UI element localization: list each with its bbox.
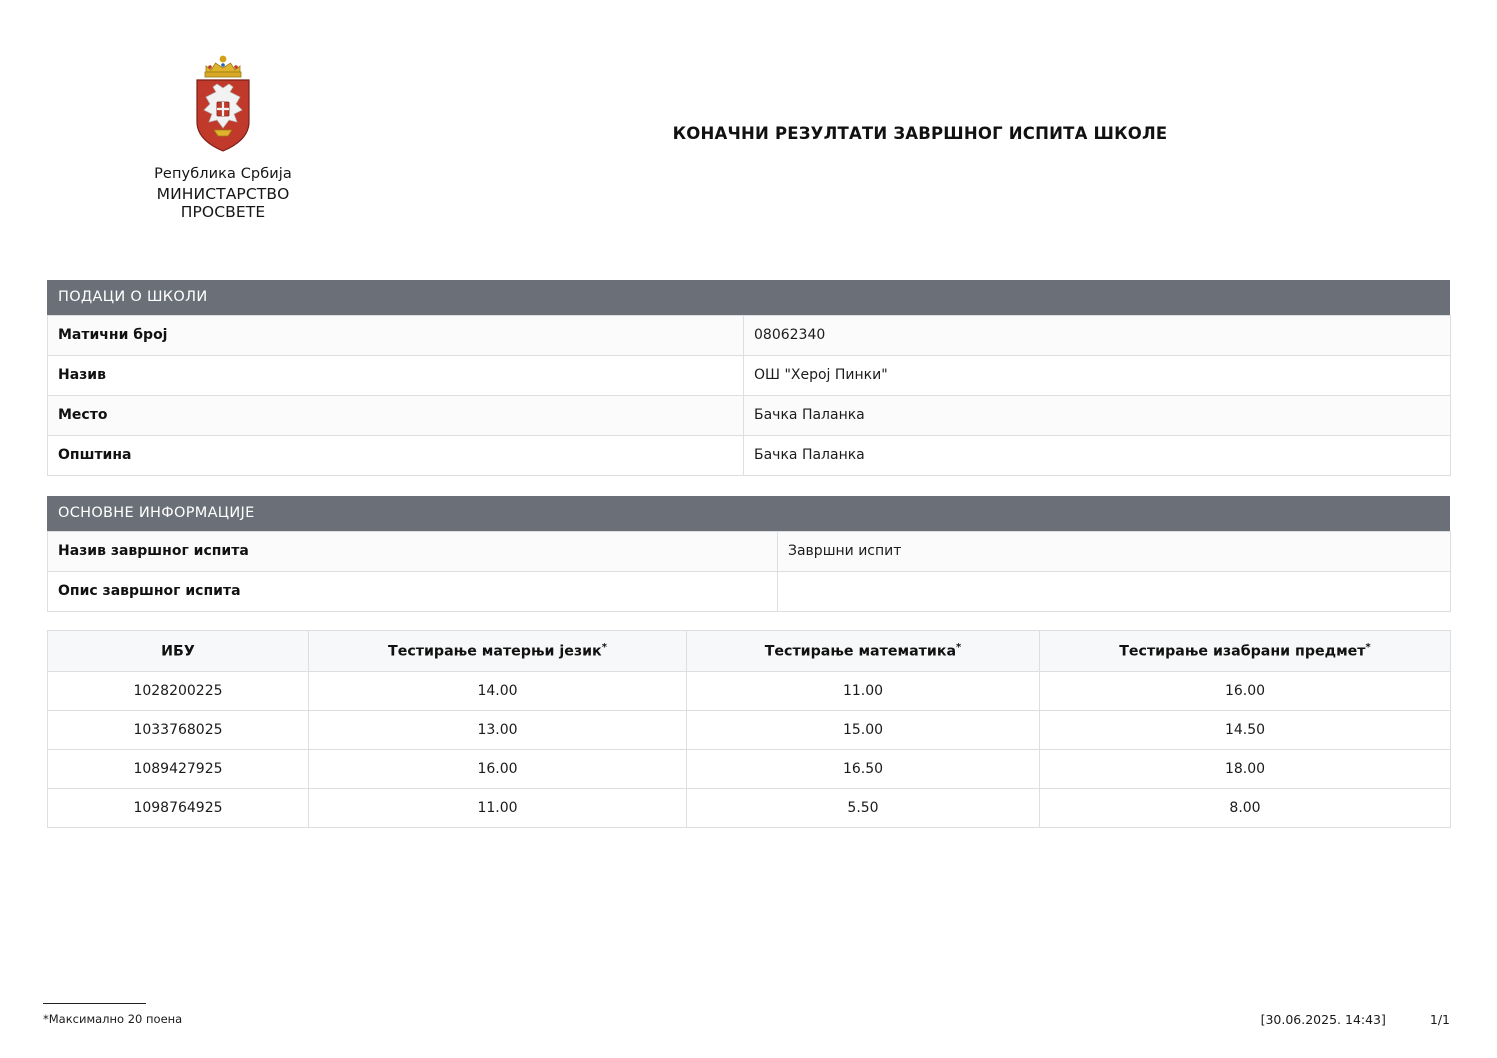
school-band-row xyxy=(48,281,1450,315)
footer-timestamp: [30.06.2025. 14:43] xyxy=(1260,1012,1386,1027)
table-row xyxy=(48,710,1451,749)
cell-elective: 8.00 xyxy=(1040,788,1451,827)
basic-info-band-table xyxy=(47,496,1450,531)
column-header-mother-tongue: Тестирање матерњи језик* xyxy=(309,631,687,672)
footnote-marker: * xyxy=(956,642,962,653)
table-row xyxy=(48,788,1451,827)
table-row xyxy=(48,356,1451,396)
cell-elective: 16.00 xyxy=(1040,671,1451,710)
school-field-label: Општина xyxy=(48,436,744,476)
ministry-label: МИНИСТАРСТВО ПРОСВЕТЕ xyxy=(156,185,290,221)
republic-label: Република Србија xyxy=(154,166,292,182)
results-section xyxy=(47,630,1450,828)
school-field-label: Матични број xyxy=(48,316,744,356)
cell-elective: 14.50 xyxy=(1040,710,1451,749)
info-band-row xyxy=(48,497,1450,531)
basic-info-kv-table xyxy=(47,531,1451,612)
school-kv-table xyxy=(47,315,1451,476)
info-field-value: Завршни испит xyxy=(778,532,1451,572)
document-header xyxy=(0,52,1497,222)
school-band-title: ПОДАЦИ О ШКОЛИ xyxy=(48,281,1450,315)
school-field-value: 08062340 xyxy=(744,316,1451,356)
table-row xyxy=(48,749,1451,788)
results-table xyxy=(47,630,1451,828)
cell-math: 5.50 xyxy=(687,788,1040,827)
results-header-row xyxy=(48,631,1451,672)
school-field-value: Бачка Паланка xyxy=(744,436,1451,476)
cell-mother-tongue: 11.00 xyxy=(309,788,687,827)
footnote-marker: * xyxy=(1365,642,1371,653)
table-row xyxy=(48,396,1451,436)
cell-mother-tongue: 16.00 xyxy=(309,749,687,788)
footnote-divider xyxy=(43,1003,146,1004)
info-field-label: Опис завршног испита xyxy=(48,572,778,612)
info-field-label: Назив завршног испита xyxy=(48,532,778,572)
school-data-table xyxy=(47,280,1450,315)
footer-page-number: 1/1 xyxy=(1429,1012,1450,1027)
cell-math: 11.00 xyxy=(687,671,1040,710)
table-row xyxy=(48,532,1451,572)
school-field-value: ОШ "Хероj Пинки" xyxy=(744,356,1451,396)
cell-ibu: 1089427925 xyxy=(48,749,309,788)
school-field-label: Назив xyxy=(48,356,744,396)
table-row xyxy=(48,671,1451,710)
footnote-text: *Максимално 20 поена xyxy=(43,1012,183,1026)
school-data-section xyxy=(47,280,1450,476)
column-header-math: Тестирање математика* xyxy=(687,631,1040,672)
page-title: КОНАЧНИ РЕЗУЛТАТИ ЗАВРШНОГ ИСПИТА ШКОЛЕ xyxy=(672,124,1168,143)
footer-meta xyxy=(1261,1012,1450,1027)
serbian-coat-of-arms-icon xyxy=(184,52,262,156)
school-field-value: Бачка Паланка xyxy=(744,396,1451,436)
table-row xyxy=(48,436,1451,476)
column-header-ibu: ИБУ xyxy=(48,631,309,672)
school-field-label: Место xyxy=(48,396,744,436)
cell-ibu: 1028200225 xyxy=(48,671,309,710)
info-field-value xyxy=(778,572,1451,612)
cell-math: 15.00 xyxy=(687,710,1040,749)
cell-ibu: 1098764925 xyxy=(48,788,309,827)
basic-info-section xyxy=(47,496,1450,612)
cell-mother-tongue: 13.00 xyxy=(309,710,687,749)
ministry-block xyxy=(118,52,328,221)
table-row xyxy=(48,572,1451,612)
cell-math: 16.50 xyxy=(687,749,1040,788)
footnote-marker: * xyxy=(601,642,607,653)
table-row xyxy=(48,316,1451,356)
cell-ibu: 1033768025 xyxy=(48,710,309,749)
cell-mother-tongue: 14.00 xyxy=(309,671,687,710)
info-band-title: ОСНОВНЕ ИНФОРМАЦИЈЕ xyxy=(48,497,1450,531)
cell-elective: 18.00 xyxy=(1040,749,1451,788)
column-header-elective: Тестирање изабрани предмет* xyxy=(1040,631,1451,672)
